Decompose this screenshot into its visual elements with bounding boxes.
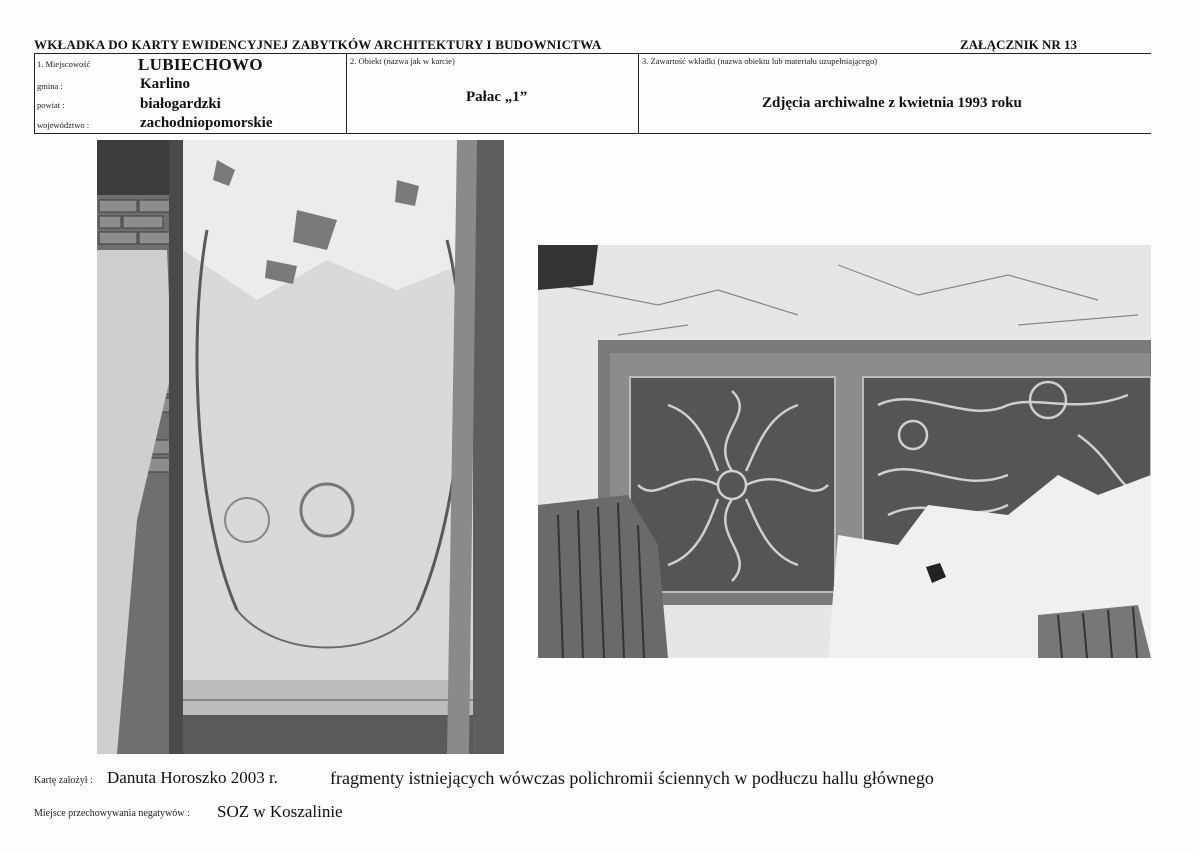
photo-caption: fragmenty istniejących wówczas polichromii ściennych w podłuczu hallu głównego — [330, 768, 934, 788]
place-value: LUBIECHOWO — [138, 55, 263, 74]
grid-divider — [34, 53, 35, 133]
left-photo — [97, 140, 504, 754]
grid-divider — [346, 53, 347, 133]
storage-label: Miejsce przechowywania negatywów : — [34, 808, 190, 819]
author-label: Kartę założył : — [34, 775, 93, 786]
annex-number: ZAŁĄCZNIK NR 13 — [960, 37, 1078, 52]
voivodeship-value: zachodniopomorskie — [140, 115, 273, 131]
author-value: Danuta Horoszko 2003 r. — [107, 768, 278, 787]
form-grid — [34, 53, 1151, 134]
contents-label: 3. Zawartość wkładki (nazwa obiektu lub materiału uzupełniającego) — [642, 56, 878, 66]
header-title: WKŁADKA DO KARTY EWIDENCYJNEJ ZABYTKÓW ARCHITEKTURY I BUDOWNICTWA — [34, 37, 602, 52]
county-value: białogardzki — [140, 96, 221, 112]
storage-value: SOZ w Koszalinie — [217, 802, 343, 821]
right-photo — [538, 245, 1151, 658]
voivodeship-label: województwo : — [37, 120, 90, 130]
object-label: 2. Obiekt (nazwa jak w karcie) — [350, 56, 455, 66]
contents-value: Zdjęcia archiwalne z kwietnia 1993 roku — [762, 95, 1022, 111]
commune-value: Karlino — [140, 76, 191, 92]
grid-divider — [638, 53, 639, 133]
county-label: powiat : — [37, 100, 65, 110]
place-label: 1. Miejscowość — [37, 59, 91, 69]
commune-label: gmina : — [37, 81, 63, 91]
object-value: Pałac „1” — [466, 89, 528, 105]
